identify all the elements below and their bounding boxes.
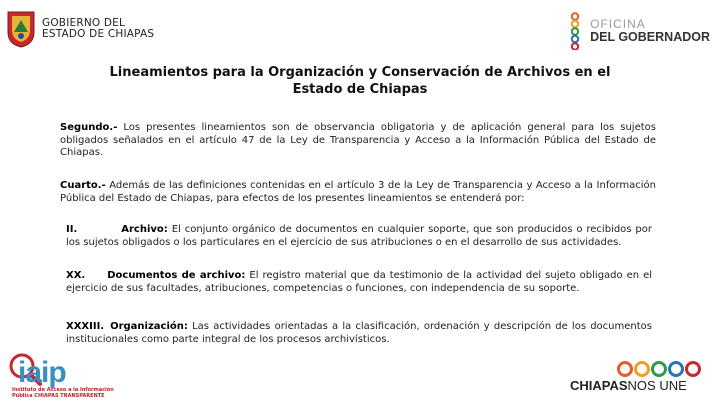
slide-title: [60, 64, 660, 98]
item-text: El registro material que da testimonio de la actividad del sujeto obligado en el ejercicio de sus facultades, atribuciones, competencias o funciones, con independencia de su soporte.: [66, 270, 653, 294]
segundo-paragraph: [60, 122, 656, 160]
five-rings-icon: [616, 360, 702, 378]
definition-item-archivo: [66, 224, 652, 249]
oficina-gobernador-logo: [568, 12, 710, 50]
chiapas-bold: CHIAPAS: [570, 378, 628, 393]
item-text: El conjunto orgánico de documentos en cualquier soporte, que son producidos o recibidos por los sujetos obligados o los particulares en el ejercicio de sus atribuciones o en el desarrollo de sus actividades.: [66, 224, 652, 248]
gov-line1: GOBIERNO DEL: [42, 17, 126, 29]
cuarto-paragraph: [60, 180, 656, 205]
item-term: Documentos de archivo:: [107, 270, 246, 281]
cuarto-lead: Cuarto.-: [60, 180, 106, 191]
definition-item-documentos: [66, 270, 652, 295]
item-term: Archivo:: [121, 224, 168, 235]
office-line2: DEL GOBERNADOR: [590, 30, 710, 44]
item-term: Organización:: [110, 321, 188, 332]
segundo-lead: Segundo.-: [60, 122, 118, 133]
gov-line2: ESTADO DE CHIAPAS: [42, 28, 155, 40]
iaip-subtitle: Instituto de Acceso a la Información Pública CHIAPAS TRANSPARENTE: [12, 387, 114, 399]
title-line2: Estado de Chiapas: [292, 82, 428, 97]
colored-rings-icon: [568, 12, 582, 50]
item-number: XX.: [66, 270, 86, 281]
item-text: Las actividades orientadas a la clasificación, ordenación y descripción de los documentos institucionales como parte integral de los procesos archivísticos.: [66, 321, 652, 345]
iaip-logo: [6, 350, 118, 402]
item-number: II.: [66, 224, 78, 235]
chiapas-nos-une-logo: [570, 360, 710, 400]
title-line1: Lineamientos para la Organización y Conservación de Archivos en el: [109, 65, 611, 80]
chiapas-rest: NOS UNE: [627, 378, 687, 393]
definition-item-organizacion: [66, 321, 652, 346]
gobierno-chiapas-logo: [6, 10, 154, 48]
iaip-word: iaip: [18, 356, 66, 389]
office-line1: OFICINA: [590, 17, 646, 31]
item-number: XXXIII.: [66, 321, 105, 332]
segundo-text: Los presentes lineamientos son de observancia obligatoria y de aplicación general para los sujetos obligados señalados en el artículo 47 de la Ley de Transparencia y Acceso a la Información Pública del Estado de Chiapas.: [60, 122, 656, 158]
coat-of-arms-icon: [6, 10, 36, 48]
cuarto-text: Además de las definiciones contenidas en el artículo 3 de la Ley de Transparencia y Acceso a la Información Pública del Estado de Chiapas, para efectos de los presentes lineamientos se entenderá por:: [60, 180, 656, 204]
